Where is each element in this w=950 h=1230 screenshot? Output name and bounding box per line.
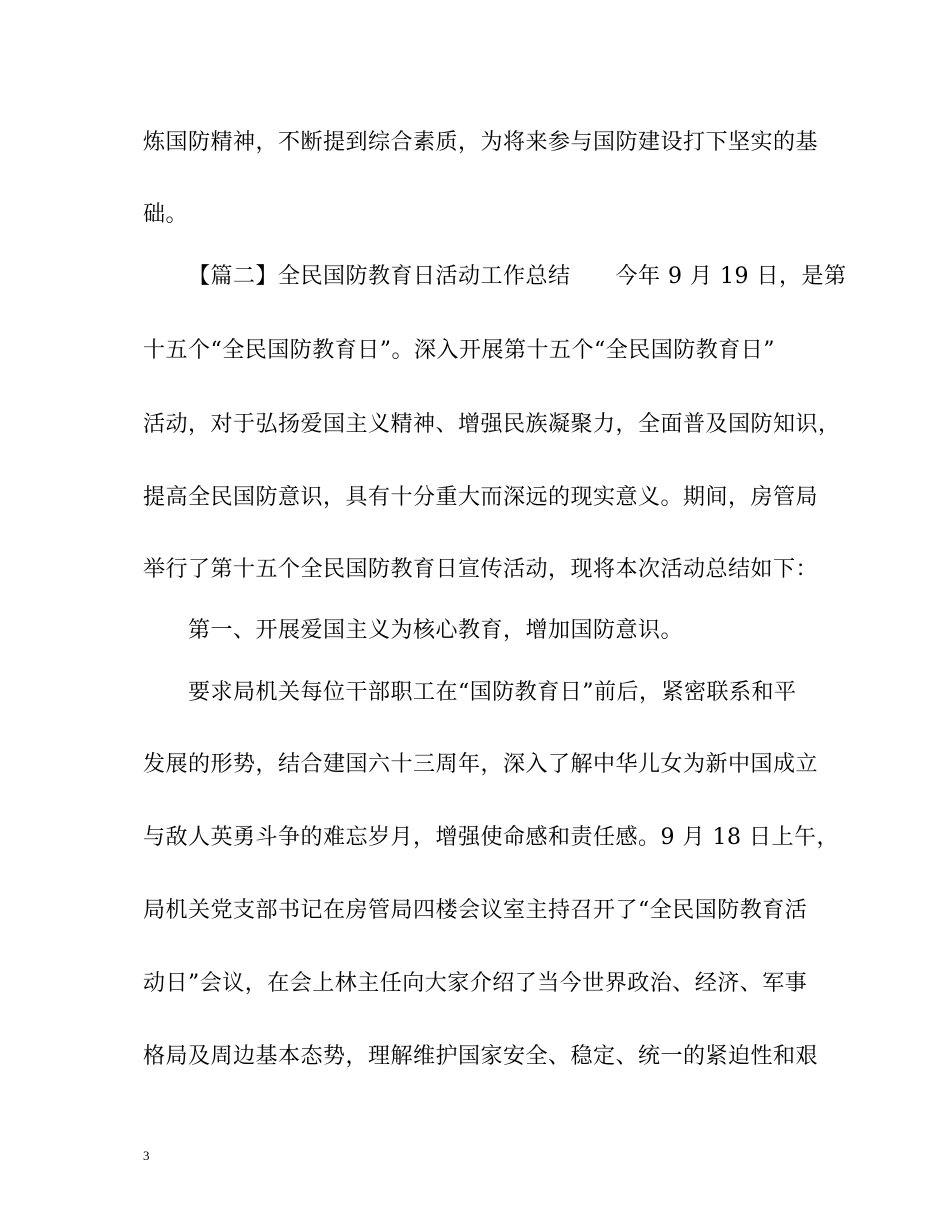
text-line: 要求局机关每位干部职工在“国防教育日”前后，紧密联系和平 [188, 680, 797, 705]
section-heading-line: 【篇二】全民国防教育日活动工作总结 今年 9 月 19 日，是第 [188, 264, 847, 289]
subheading-line: 第一、开展爱国主义为核心教育，增加国防意识。 [188, 618, 684, 643]
text-line: 格局及周边基本态势，理解维护国家安全、稳定、统一的紧迫性和艰 [143, 1044, 819, 1069]
page-number: 3 [143, 1148, 150, 1163]
text-line: 活动，对于弘扬爱国主义精神、增强民族凝聚力，全面普及国防知识， [143, 412, 841, 437]
text-line: 与敌人英勇斗争的难忘岁月，增强使命感和责任感。9 月 18 日上午， [143, 825, 839, 850]
text-line: 动日”会议，在会上林主任向大家介绍了当今世界政治、经济、军事 [143, 971, 808, 996]
text-line: 提高全民国防意识，具有十分重大而深远的现实意义。期间，房管局 [143, 485, 819, 510]
text-line: 十五个“全民国防教育日”。深入开展第十五个“全民国防教育日” [143, 338, 775, 363]
text-line: 发展的形势，结合建国六十三周年，深入了解中华儿女为新中国成立 [143, 752, 819, 777]
text-line: 础。 [143, 202, 189, 227]
text-line: 局机关党支部书记在房管局四楼会议室主持召开了“全民国防教育活 [143, 898, 808, 923]
text-line: 炼国防精神，不断提到综合素质，为将来参与国防建设打下坚实的基 [143, 130, 819, 155]
text-line: 举行了第十五个全民国防教育日宣传活动，现将本次活动总结如下： [143, 557, 819, 582]
